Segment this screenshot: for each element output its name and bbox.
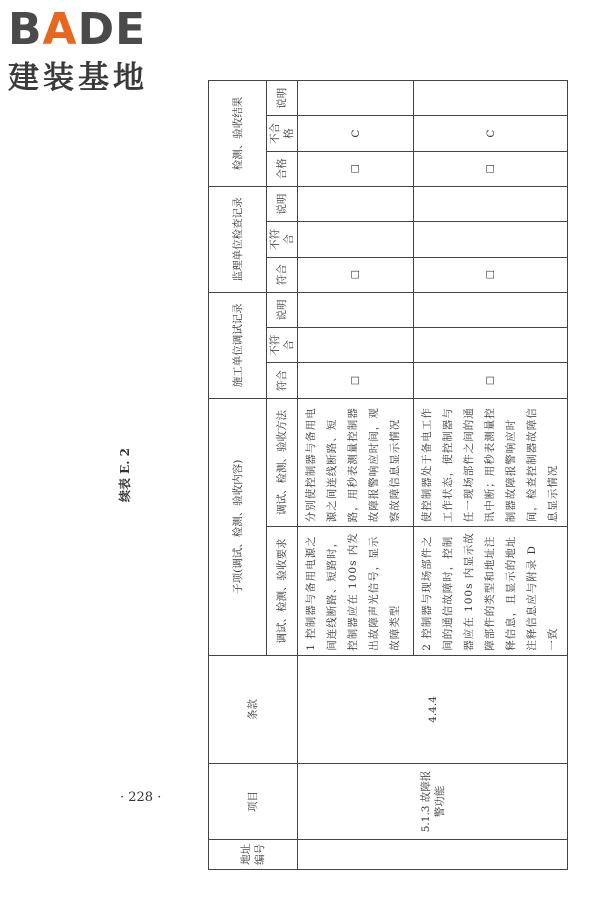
supervisor-header: 监理单位检查记录 <box>209 186 267 292</box>
checkbox[interactable]: ☐ <box>414 257 568 292</box>
requirement-cell: 2 控制器与现场部件之间的通信故障时，控制器应在 100s 内显示故障部件的类型和地址注释信息，且显示的地址注释信息应与附录 D 一致 <box>414 527 568 656</box>
supervisor-note-header: 说明 <box>267 186 298 221</box>
contractor-header: 施工单位调试记录 <box>209 292 267 398</box>
acceptance-table <box>208 80 568 870</box>
checkbox[interactable]: ☐ <box>298 257 414 292</box>
method-cell: 分别使控制器与备用电源之间连线断路、短路，用秒表测量控制器故障报警响应时间，观察故障信息显示情况 <box>298 398 414 527</box>
rotated-content <box>118 80 559 870</box>
page-number: · 228 · <box>120 790 162 805</box>
empty-cell <box>414 328 568 363</box>
empty-cell <box>414 81 568 116</box>
checkbox[interactable]: ☐ <box>298 363 414 398</box>
method-cell: 使控制器处于备电工作工作状态，使控制器与任一现场部件之间的通讯中断；用秒表测量控制器故障报警响应时间，检查控制器故障信息显示情况 <box>414 398 568 527</box>
method-header: 调试、检测、验收方法 <box>267 398 298 527</box>
project-cell: 5.1.3 故障报警功能 <box>298 764 568 840</box>
supervisor-pass-header: 符合 <box>267 257 298 292</box>
logo-subtitle: 建装基地 <box>8 60 148 96</box>
empty-cell <box>414 186 568 221</box>
logo-mark-accent: A <box>42 4 78 55</box>
empty-cell <box>298 328 414 363</box>
result-header: 检测、验收结果 <box>209 81 267 187</box>
addr-no-cell <box>298 839 568 869</box>
table-row <box>298 81 414 870</box>
empty-cell <box>298 186 414 221</box>
result-fail-mark: C <box>414 116 568 151</box>
clause-cell: 4.4.4 <box>298 655 568 763</box>
result-fail-mark: C <box>298 116 414 151</box>
empty-cell <box>414 222 568 257</box>
checkbox[interactable]: ☐ <box>414 363 568 398</box>
contractor-pass-header: 符合 <box>267 363 298 398</box>
subitem-header: 子项(调试、检测、验收内容) <box>209 398 267 655</box>
result-pass-header: 合格 <box>267 151 298 186</box>
empty-cell <box>414 292 568 327</box>
requirement-header: 调试、检测、验收要求 <box>267 527 298 656</box>
result-note-header: 说明 <box>267 81 298 116</box>
empty-cell <box>298 222 414 257</box>
addr-no-header: 地址编号 <box>209 839 298 869</box>
checkbox[interactable]: ☐ <box>298 151 414 186</box>
requirement-cell: 1 控制器与备用电源之间连线断路、短路时，控制器应在 100s 内发出故障声光信号，显示故障类型 <box>298 527 414 656</box>
table-title: 续表 E. 2 <box>118 447 132 503</box>
contractor-fail-header: 不符合 <box>267 328 298 363</box>
clause-header: 条款 <box>209 655 298 763</box>
empty-cell <box>298 292 414 327</box>
checkbox[interactable]: ☐ <box>414 151 568 186</box>
logo-mark-suffix: DE <box>77 4 147 55</box>
contractor-note-header: 说明 <box>267 292 298 327</box>
supervisor-fail-header: 不符合 <box>267 222 298 257</box>
item-header: 项目 <box>209 764 298 840</box>
rotated-page <box>118 80 559 870</box>
logo-mark <box>8 6 178 54</box>
empty-cell <box>298 81 414 116</box>
logo-mark-prefix: B <box>8 4 43 55</box>
result-fail-header: 不合格 <box>267 116 298 151</box>
